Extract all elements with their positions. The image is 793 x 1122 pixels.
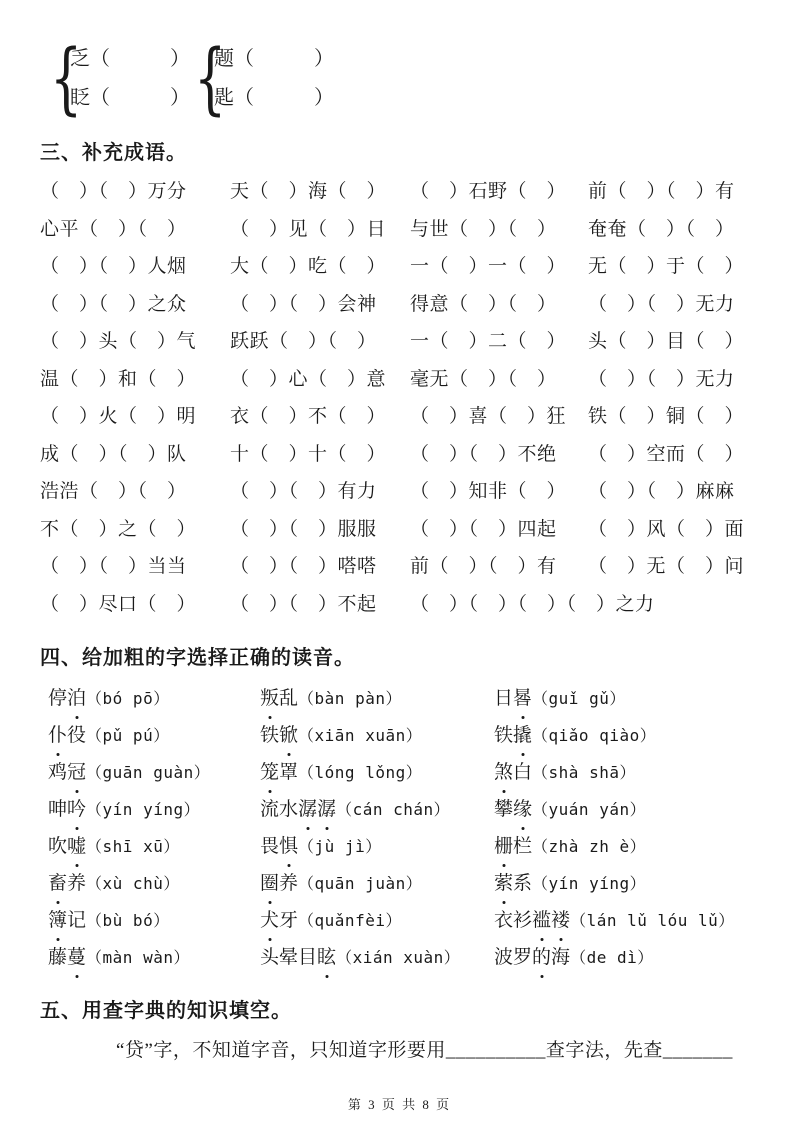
idiom-phrase: 与世（ ）（ ） bbox=[410, 218, 557, 240]
word-char: 晷 bbox=[513, 680, 532, 717]
left-brace-icon: { bbox=[50, 34, 83, 124]
word-entry bbox=[260, 902, 494, 939]
idiom-phrase: 一（ ）二（ ） bbox=[410, 331, 567, 352]
word-char: 波 bbox=[494, 947, 514, 968]
word-char: 泊 bbox=[67, 680, 86, 717]
idiom-line bbox=[40, 473, 759, 511]
idiom-phrase: 跃跃（ ）（ ） bbox=[230, 331, 377, 352]
section5-heading: 五、用查字典的知识填空。 bbox=[40, 1000, 292, 1022]
pinyin-options: （jù jì） bbox=[298, 837, 382, 856]
idiom-phrase: 衣（ ）不（ ） bbox=[230, 406, 387, 427]
word-char: 役 bbox=[67, 725, 87, 746]
idiom-phrase: 天（ ）海（ ） bbox=[230, 181, 387, 202]
word-char: 养 bbox=[279, 873, 299, 894]
idiom-phrase: （ ）（ ）当当 bbox=[40, 556, 187, 577]
pinyin-options: （cán chán） bbox=[336, 800, 451, 819]
pinyin-options: （zhà zh è） bbox=[532, 837, 647, 856]
word-char: 养 bbox=[67, 873, 87, 894]
idiom-phrase: （ ）（ ）四起 bbox=[410, 518, 557, 540]
idiom-phrase: （ ）（ ）万分 bbox=[40, 181, 187, 202]
idiom-phrase: （ ）尽口（ ） bbox=[40, 593, 197, 615]
fill-in-blank-sentence: “贷”字，不知道字音，只知道字形要用__________查字法，先查_______ bbox=[116, 1040, 733, 1061]
word-char: 乱 bbox=[279, 688, 299, 709]
idiom-phrase: （ ）无（ ）问 bbox=[588, 556, 745, 577]
word-char: 鸡 bbox=[48, 762, 68, 783]
word-entry bbox=[260, 791, 494, 828]
word-char: 仆 bbox=[48, 717, 67, 754]
pinyin-options: （guǐ gǔ） bbox=[532, 689, 626, 708]
word-char: 吹 bbox=[48, 836, 68, 857]
word-entry bbox=[260, 828, 494, 865]
word-entry bbox=[260, 865, 494, 902]
word-entry bbox=[494, 902, 759, 939]
word-char: 锨 bbox=[279, 717, 298, 754]
character-bracket-pairs bbox=[50, 34, 759, 124]
word-entry bbox=[494, 717, 759, 754]
pinyin-options: （yín yíng） bbox=[532, 874, 647, 893]
idiom-phrase: 得意（ ）（ ） bbox=[410, 293, 557, 315]
word-char: 嘘 bbox=[67, 828, 86, 865]
pinyin-options: （xù chù） bbox=[86, 874, 180, 893]
word-entry bbox=[48, 902, 260, 939]
word-char: 萦 bbox=[494, 865, 513, 902]
word-char: 蔓 bbox=[67, 939, 86, 976]
char-blank: 乏（ ） bbox=[70, 48, 190, 70]
idiom-phrase: 心平（ ）（ ） bbox=[40, 218, 187, 240]
idiom-phrase: （ ）（ ）不起 bbox=[230, 593, 377, 615]
word-entry bbox=[260, 754, 494, 791]
idiom-phrase: 前（ ）（ ）有 bbox=[588, 181, 735, 202]
pinyin-options: （xián xuàn） bbox=[336, 948, 461, 967]
idiom-line bbox=[40, 436, 759, 474]
pinyin-options: （shà shā） bbox=[532, 763, 636, 782]
word-char: 潺 bbox=[317, 791, 336, 828]
word-entry bbox=[48, 865, 260, 902]
idiom-line bbox=[40, 586, 759, 624]
word-char: 的 bbox=[532, 939, 551, 976]
idiom-line bbox=[40, 398, 759, 436]
word-entry bbox=[494, 865, 759, 902]
word-char: 潺 bbox=[298, 791, 317, 828]
word-char: 牙 bbox=[279, 910, 299, 931]
word-entry bbox=[48, 717, 260, 754]
char-blank: 匙（ ） bbox=[214, 87, 334, 109]
idiom-grid bbox=[40, 173, 759, 623]
idiom-phrase: （ ）（ ）有力 bbox=[230, 481, 377, 502]
word-char: 吟 bbox=[67, 791, 86, 828]
word-char: 罗 bbox=[513, 947, 533, 968]
idiom-line bbox=[40, 548, 759, 586]
page-number: 第 3 页 共 8 页 bbox=[347, 1097, 452, 1112]
bracket-pair-1 bbox=[50, 34, 190, 124]
word-char: 记 bbox=[67, 910, 87, 931]
word-char: 晕 bbox=[279, 947, 299, 968]
word-char: 衣 bbox=[494, 910, 514, 931]
word-char: 衫 bbox=[513, 910, 533, 931]
idiom-phrase: （ ）火（ ）明 bbox=[40, 406, 197, 427]
idiom-phrase: （ ）（ ）（ ）（ ）之力 bbox=[410, 593, 655, 615]
section4-heading: 四、给加粗的字选择正确的读音。 bbox=[40, 647, 355, 669]
idiom-line bbox=[40, 323, 759, 361]
word-char: 流 bbox=[260, 799, 280, 820]
word-entry bbox=[260, 680, 494, 717]
idiom-phrase: （ ）知非（ ） bbox=[410, 481, 567, 502]
word-char: 叛 bbox=[260, 680, 279, 717]
idiom-phrase: （ ）空而（ ） bbox=[588, 443, 745, 465]
idiom-phrase: （ ）喜（ ）狂 bbox=[410, 406, 567, 427]
word-char: 日 bbox=[494, 688, 514, 709]
idiom-phrase: （ ）心（ ）意 bbox=[230, 368, 387, 390]
idiom-phrase: （ ）见（ ）日 bbox=[230, 218, 387, 240]
word-char: 栅 bbox=[494, 828, 513, 865]
idiom-phrase: （ ）（ ）不绝 bbox=[410, 443, 557, 465]
word-char: 畜 bbox=[48, 865, 67, 902]
word-entry bbox=[260, 717, 494, 754]
pinyin-options: （pǔ pú） bbox=[86, 726, 170, 745]
word-char: 簿 bbox=[48, 902, 67, 939]
idiom-phrase: （ ）（ ）会神 bbox=[230, 293, 377, 315]
word-char: 攀 bbox=[494, 799, 514, 820]
pinyin-options: （quān juàn） bbox=[298, 874, 423, 893]
idiom-line bbox=[40, 286, 759, 324]
idiom-phrase: 成（ ）（ ）队 bbox=[40, 443, 187, 465]
pinyin-options: （lán lǔ lóu lǔ） bbox=[570, 911, 735, 930]
pinyin-options: （lóng lǒng） bbox=[298, 763, 423, 782]
idiom-phrase: （ ）头（ ）气 bbox=[40, 331, 197, 352]
pinyin-options: （qiǎo qiào） bbox=[532, 726, 657, 745]
word-entry bbox=[48, 791, 260, 828]
idiom-phrase: （ ）风（ ）面 bbox=[588, 518, 745, 540]
word-char: 惧 bbox=[279, 828, 298, 865]
left-brace-icon: { bbox=[194, 34, 227, 124]
idiom-line bbox=[40, 173, 759, 211]
char-blank: 题（ ） bbox=[214, 48, 334, 70]
word-entry bbox=[494, 754, 759, 791]
word-char: 呻 bbox=[48, 799, 68, 820]
word-char: 栏 bbox=[513, 836, 533, 857]
idiom-phrase: （ ）（ ）服服 bbox=[230, 518, 377, 540]
pinyin-options: （xiān xuān） bbox=[298, 726, 423, 745]
word-char: 缘 bbox=[513, 791, 532, 828]
idiom-phrase: 头（ ）目（ ） bbox=[588, 331, 745, 352]
word-char: 水 bbox=[279, 799, 299, 820]
word-char: 目 bbox=[298, 947, 318, 968]
idiom-phrase: 毫无（ ）（ ） bbox=[410, 368, 557, 390]
idiom-phrase: （ ）石野（ ） bbox=[410, 181, 567, 202]
idiom-phrase: （ ）（ ）无力 bbox=[588, 293, 735, 315]
word-entry bbox=[48, 939, 260, 976]
char-blank: 眨（ ） bbox=[70, 87, 190, 109]
word-char: 铁 bbox=[494, 725, 514, 746]
pinyin-options: （màn wàn） bbox=[86, 948, 190, 967]
word-char: 头 bbox=[260, 947, 280, 968]
word-entry bbox=[494, 939, 759, 976]
pinyin-options: （shī xū） bbox=[86, 837, 180, 856]
word-char: 褴 bbox=[532, 902, 551, 939]
word-char: 煞 bbox=[494, 754, 513, 791]
word-char: 铁 bbox=[260, 725, 280, 746]
pinyin-options: （yuán yán） bbox=[532, 800, 647, 819]
idiom-line bbox=[40, 361, 759, 399]
idiom-phrase: （ ）（ ）麻麻 bbox=[588, 481, 735, 502]
pinyin-options: （de dì） bbox=[570, 948, 654, 967]
pinyin-options: （quǎnfèi） bbox=[298, 911, 402, 930]
pinyin-options: （guān guàn） bbox=[86, 763, 211, 782]
idiom-line bbox=[40, 211, 759, 249]
idiom-phrase: 前（ ）（ ）有 bbox=[410, 556, 557, 577]
idiom-phrase: （ ）（ ）人烟 bbox=[40, 256, 187, 277]
pinyin-options: （yín yíng） bbox=[86, 800, 201, 819]
idiom-line bbox=[40, 248, 759, 286]
word-char: 褛 bbox=[551, 902, 570, 939]
idiom-phrase: 温（ ）和（ ） bbox=[40, 368, 197, 390]
word-entry bbox=[48, 754, 260, 791]
word-entry bbox=[260, 939, 494, 976]
word-char: 笼 bbox=[260, 754, 279, 791]
word-entry bbox=[48, 828, 260, 865]
word-char: 系 bbox=[513, 873, 533, 894]
word-char: 白 bbox=[513, 762, 533, 783]
word-char: 畏 bbox=[260, 836, 280, 857]
section3-heading: 三、补充成语。 bbox=[40, 142, 187, 164]
word-char: 眩 bbox=[317, 939, 336, 976]
word-char: 撬 bbox=[513, 717, 532, 754]
word-char: 犬 bbox=[260, 902, 279, 939]
idiom-phrase: 十（ ）十（ ） bbox=[230, 443, 387, 465]
idiom-phrase: （ ）（ ）无力 bbox=[588, 368, 735, 390]
idiom-phrase: 一（ ）一（ ） bbox=[410, 256, 567, 277]
word-char: 停 bbox=[48, 688, 68, 709]
pinyin-grid bbox=[48, 680, 759, 976]
pinyin-options: （bù bó） bbox=[86, 911, 170, 930]
idiom-phrase: 无（ ）于（ ） bbox=[588, 256, 745, 277]
idiom-phrase: 奄奄（ ）（ ） bbox=[588, 218, 735, 240]
word-char: 圈 bbox=[260, 865, 279, 902]
word-entry bbox=[494, 680, 759, 717]
idiom-phrase: （ ）（ ）嗒嗒 bbox=[230, 556, 377, 577]
word-entry bbox=[494, 791, 759, 828]
pinyin-options: （bàn pàn） bbox=[298, 689, 402, 708]
word-entry bbox=[494, 828, 759, 865]
word-char: 藤 bbox=[48, 947, 68, 968]
idiom-line bbox=[40, 511, 759, 549]
idiom-phrase: 浩浩（ ）（ ） bbox=[40, 481, 187, 502]
word-char: 冠 bbox=[67, 754, 86, 791]
idiom-phrase: 铁（ ）铜（ ） bbox=[588, 406, 745, 427]
idiom-phrase: （ ）（ ）之众 bbox=[40, 293, 187, 315]
bracket-pair-2 bbox=[194, 34, 334, 124]
idiom-phrase: 大（ ）吃（ ） bbox=[230, 256, 387, 277]
word-char: 海 bbox=[551, 947, 571, 968]
pinyin-options: （bó pō） bbox=[86, 689, 170, 708]
word-char: 罩 bbox=[279, 762, 299, 783]
idiom-phrase: 不（ ）之（ ） bbox=[40, 518, 197, 540]
word-entry bbox=[48, 680, 260, 717]
